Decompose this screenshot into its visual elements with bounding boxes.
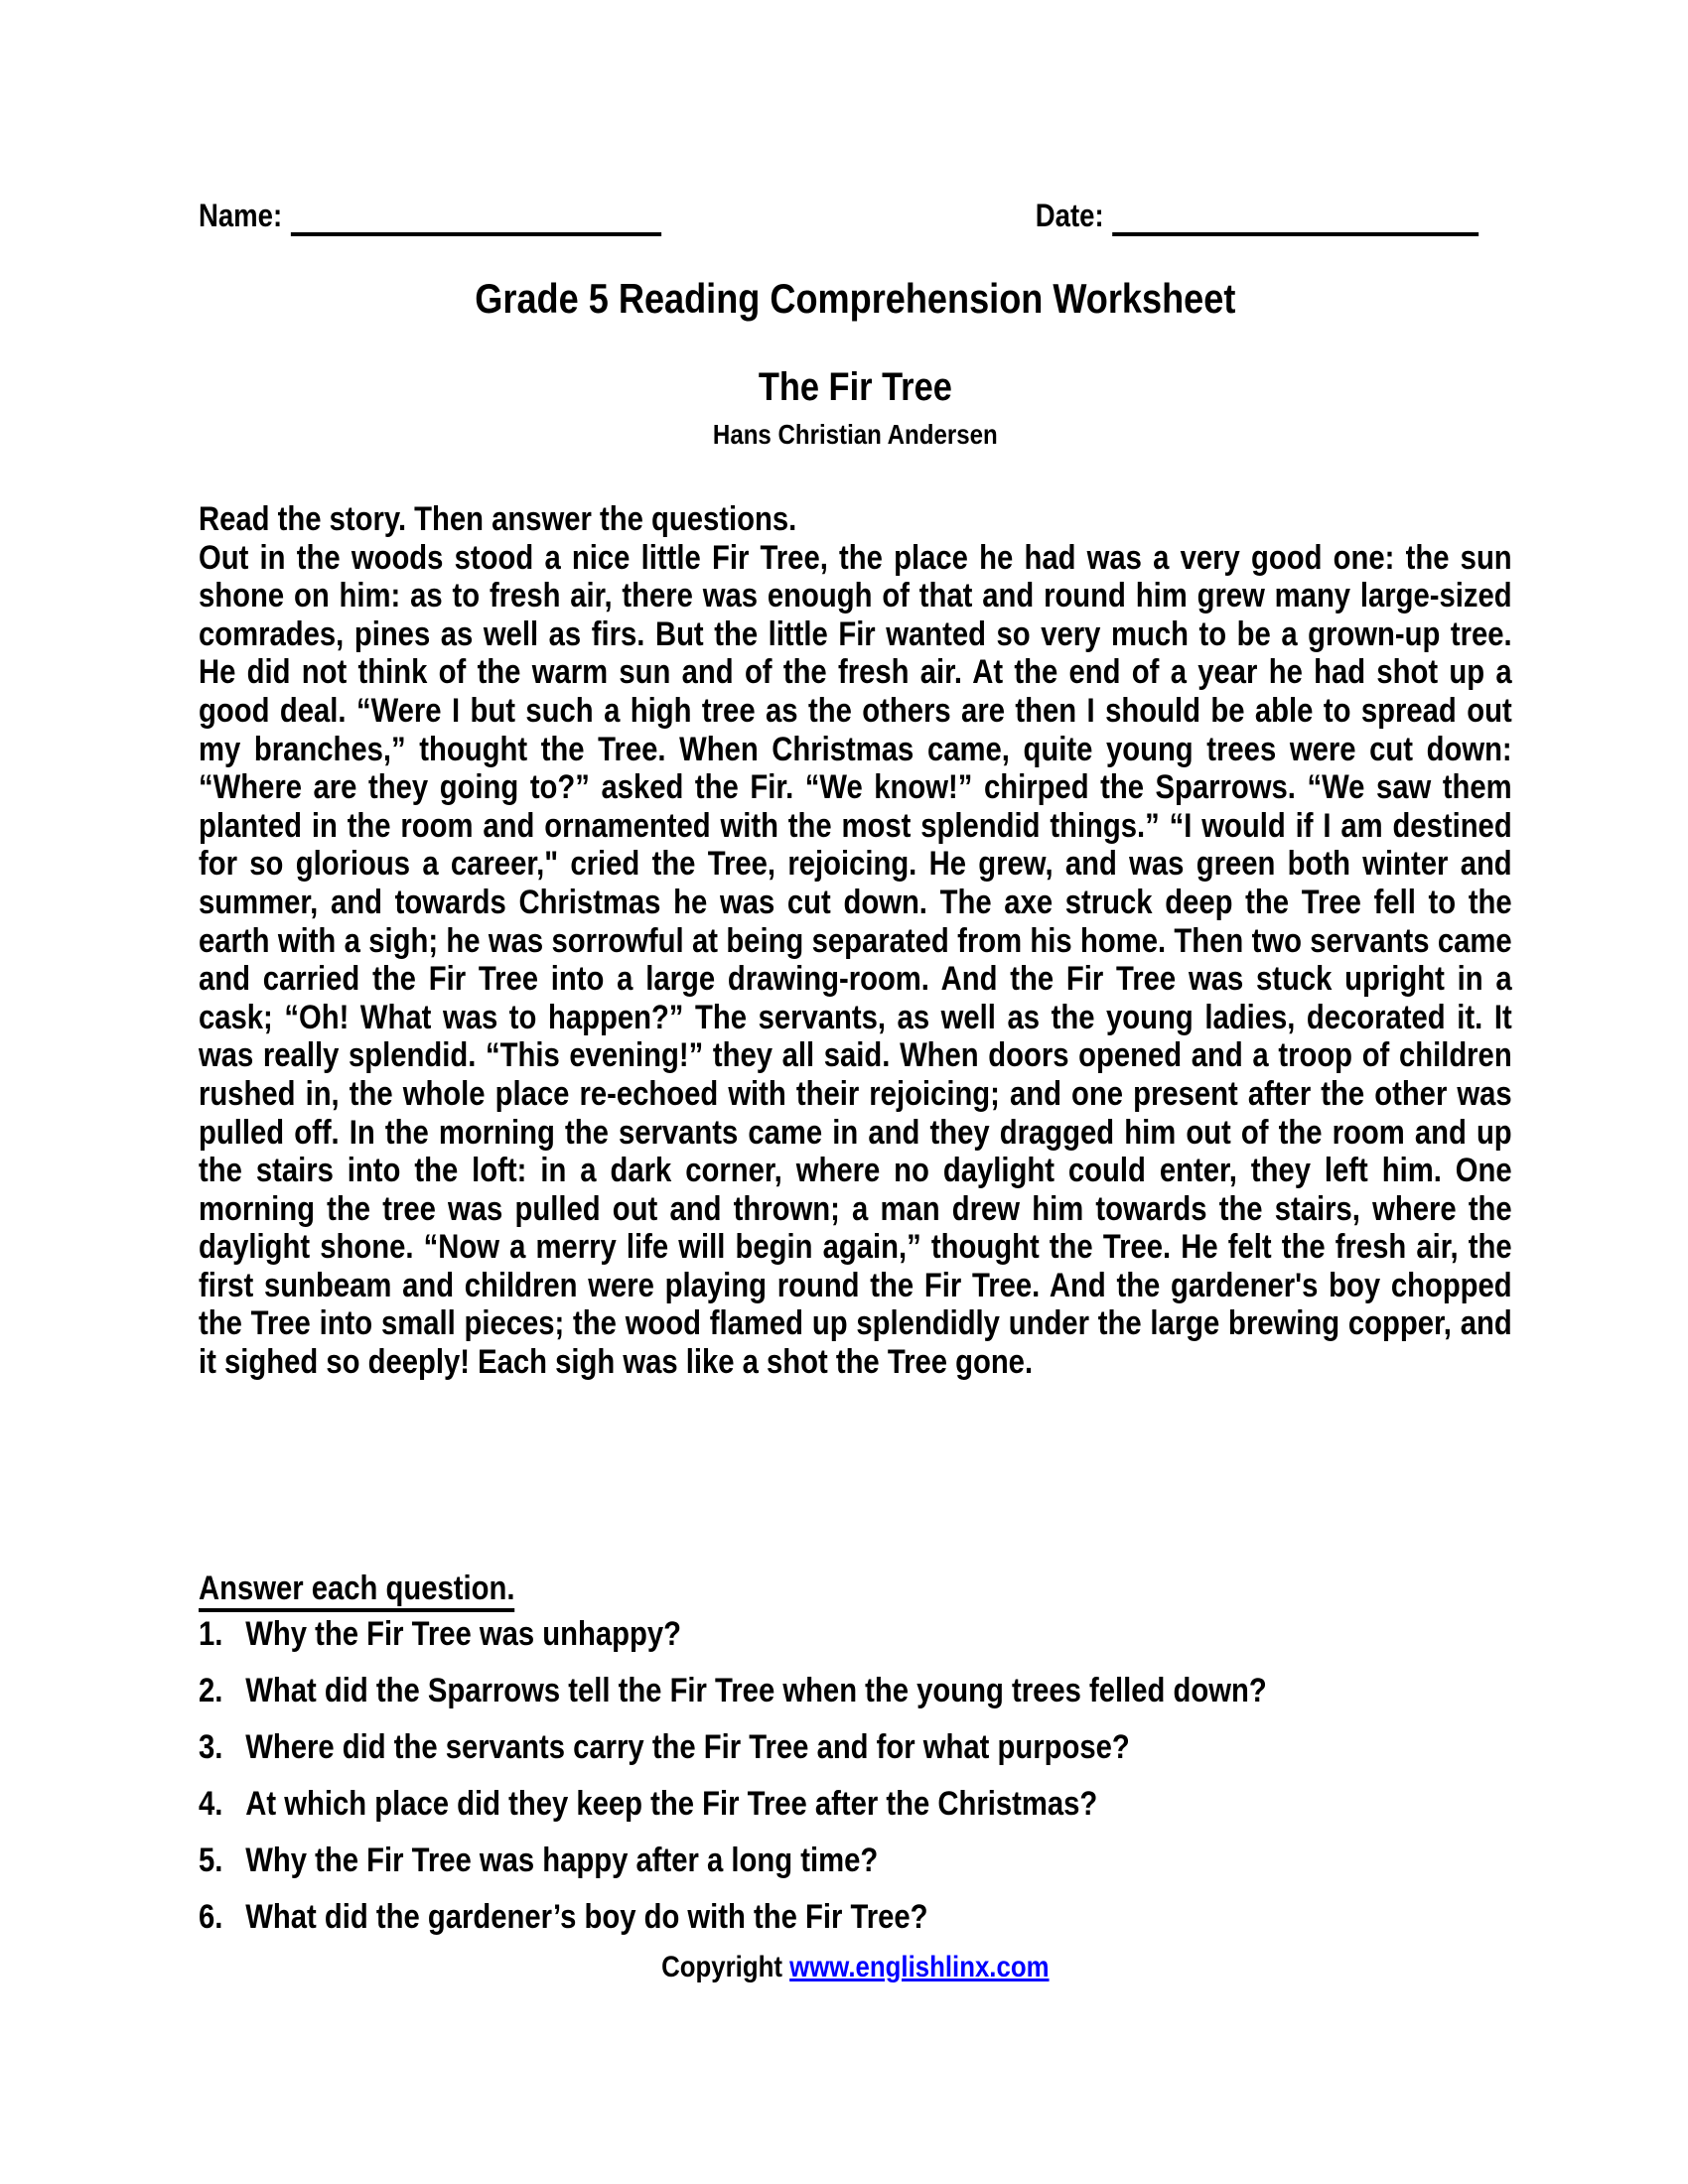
- question-item: [199, 1615, 1512, 1653]
- name-field: [199, 197, 661, 236]
- author-name: Hans Christian Andersen: [712, 419, 998, 450]
- story-title: The Fir Tree: [758, 365, 952, 409]
- question-item: [199, 1672, 1512, 1709]
- name-label: Name:: [199, 198, 283, 233]
- question-item: [199, 1842, 1512, 1879]
- question-text: At which place did they keep the Fir Tree after the Christmas?: [245, 1785, 1098, 1823]
- question-item: [199, 1728, 1512, 1766]
- questions-heading-text: Answer each question.: [199, 1570, 514, 1612]
- questions-list: [199, 1615, 1512, 1955]
- story-text: Out in the woods stood a nice little Fir Tree, the place he had was a very good one: the sun shone on him: as to fresh air, there was enough of that and round him grew many large-sized comrades, pines as well as firs. But the little Fir wanted so very much to be a grown-up tree. He did not think of the warm sun and of the fresh air. At the end of a year he had shot up a good deal. “Were I but such a high tree as the others are then I should be able to spread out my branches,” thought the Tree. When Christmas came, quite young trees were cut down: “Where are they going to?” asked the Fir. “We know!” chirped the Sparrows. “We saw them planted in the room and ornamented with the most splendid things.” “I would if I am destined for so glorious a career," cried the Tree, rejoicing. He grew, and was green both winter and summer, and towards Christmas he was cut down. The axe struck deep the Tree fell to the earth with a sigh; he was sorrowful at being separated from his home. Then two servants came and carried the Fir Tree into a large drawing-room. And the Fir Tree was stuck upright in a cask; “Oh! What was to happen?” The servants, as well as the young ladies, decorated it. It was really splendid. “This evening!” they all said. When doors opened and a troop of children rushed in, the whole place re-echoed with their rejoicing; and one present after the other was pulled off. In the morning the servants came in and they dragged him out of the room and up the stairs into the loft: in a dark corner, where no daylight could enter, they left him. One morning the tree was pulled out and thrown; a man drew him towards the stairs, where the daylight shone. “Now a merry life will begin again,” thought the Tree. He felt the fresh air, the first sunbeam and children were playing round the Fir Tree. And the gardener's boy chopped the Tree into small pieces; the wood flamed up splendidly under the large brewing copper, and it sighed so deeply! Each sigh was like a shot the Tree gone.: [199, 538, 1512, 1382]
- page-title: Grade 5 Reading Comprehension Worksheet: [475, 275, 1236, 322]
- name-blank-line: [291, 197, 661, 236]
- questions-heading: [199, 1570, 1512, 1612]
- instructions: Read the story. Then answer the questions.: [199, 500, 797, 538]
- question-text: What did the gardener’s boy do with the Fir Tree?: [245, 1898, 928, 1936]
- question-text: What did the Sparrows tell the Fir Tree when the young trees felled down?: [245, 1672, 1267, 1709]
- page-content: [199, 0, 1512, 2184]
- question-number: 2.: [199, 1672, 223, 1709]
- copyright-label: Copyright: [661, 1951, 790, 1983]
- question-text: Why the Fir Tree was happy after a long time?: [245, 1842, 879, 1879]
- date-field: [1036, 197, 1478, 236]
- question-item: [199, 1898, 1512, 1936]
- question-text: Where did the servants carry the Fir Tree and for what purpose?: [245, 1728, 1130, 1766]
- date-label: Date:: [1035, 198, 1104, 233]
- copyright-link[interactable]: www.englishlinx.com: [789, 1951, 1050, 1983]
- footer: [199, 1950, 1512, 1985]
- question-item: [199, 1785, 1512, 1823]
- date-blank-line: [1112, 197, 1478, 236]
- question-number: 6.: [199, 1898, 223, 1936]
- question-text: Why the Fir Tree was unhappy?: [245, 1615, 681, 1653]
- question-number: 1.: [199, 1615, 223, 1653]
- question-number: 4.: [199, 1785, 223, 1823]
- question-number: 5.: [199, 1842, 223, 1879]
- story-block: [199, 500, 1512, 1382]
- question-number: 3.: [199, 1728, 223, 1766]
